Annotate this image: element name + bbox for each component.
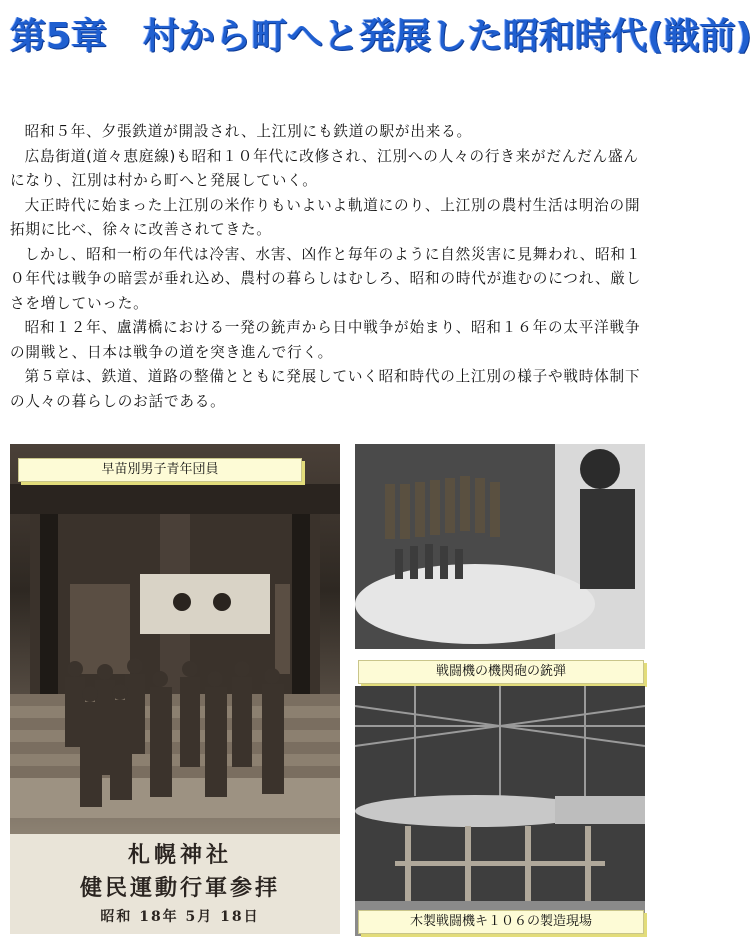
paragraph: しかし、昭和一桁の年代は冷害、水害、凶作と毎年のように自然災害に見舞われ、昭和１０年代は戦争の暗雲が垂れ込め、農村の暮らしはむしろ、昭和の時代が進むのにつれ、厳しさを増していった。: [10, 245, 642, 312]
inscription-date: 昭和 18年 5月 18日: [100, 909, 260, 925]
bullets-exhibit-photo: [355, 444, 645, 649]
body-text: [10, 120, 650, 414]
paragraph: 大正時代に始まった上江別の米作りもいよいよ軌道にのり、上江別の農村生活は明治の開拓期に比べ、徐々に改善されてきた。: [10, 196, 641, 238]
paragraph: 広島街道(道々恵庭線)も昭和１０年代に改修され、江別への人々の行き来がだんだん盛んになり、江別は村から町へと発展していく。: [10, 147, 639, 189]
youth-group-caption: 早苗別男子青年団員: [18, 458, 302, 482]
inscription-line-1: 札幌神社: [127, 842, 232, 868]
handwritten-inscription: [40, 838, 320, 926]
inscription-line-2: 健民運動行軍参拝: [79, 875, 280, 901]
bullets-caption: 戦闘機の機関砲の銃弾: [358, 660, 644, 684]
factory-photo: [355, 686, 645, 936]
paragraph: 第５章は、鉄道、道路の整備とともに発展していく昭和時代の上江別の様子や戦時体制下の人々の暮らしのお話である。: [10, 368, 641, 410]
paragraph: 昭和５年、夕張鉄道が開設され、上江別にも鉄道の駅が出来る。: [24, 123, 472, 140]
paragraph: 昭和１２年、盧溝橋における一発の銃声から日中戦争が始まり、昭和１６年の太平洋戦争の開戦と、日本は戦争の道を突き進んで行く。: [10, 319, 641, 361]
factory-caption: 木製戦闘機キ１０６の製造現場: [358, 910, 644, 934]
chapter-title: 第5章 村から町へと発展した昭和時代(戦前): [10, 16, 752, 57]
bullets-exhibit-illustration: [355, 444, 645, 649]
factory-illustration: [355, 686, 645, 936]
